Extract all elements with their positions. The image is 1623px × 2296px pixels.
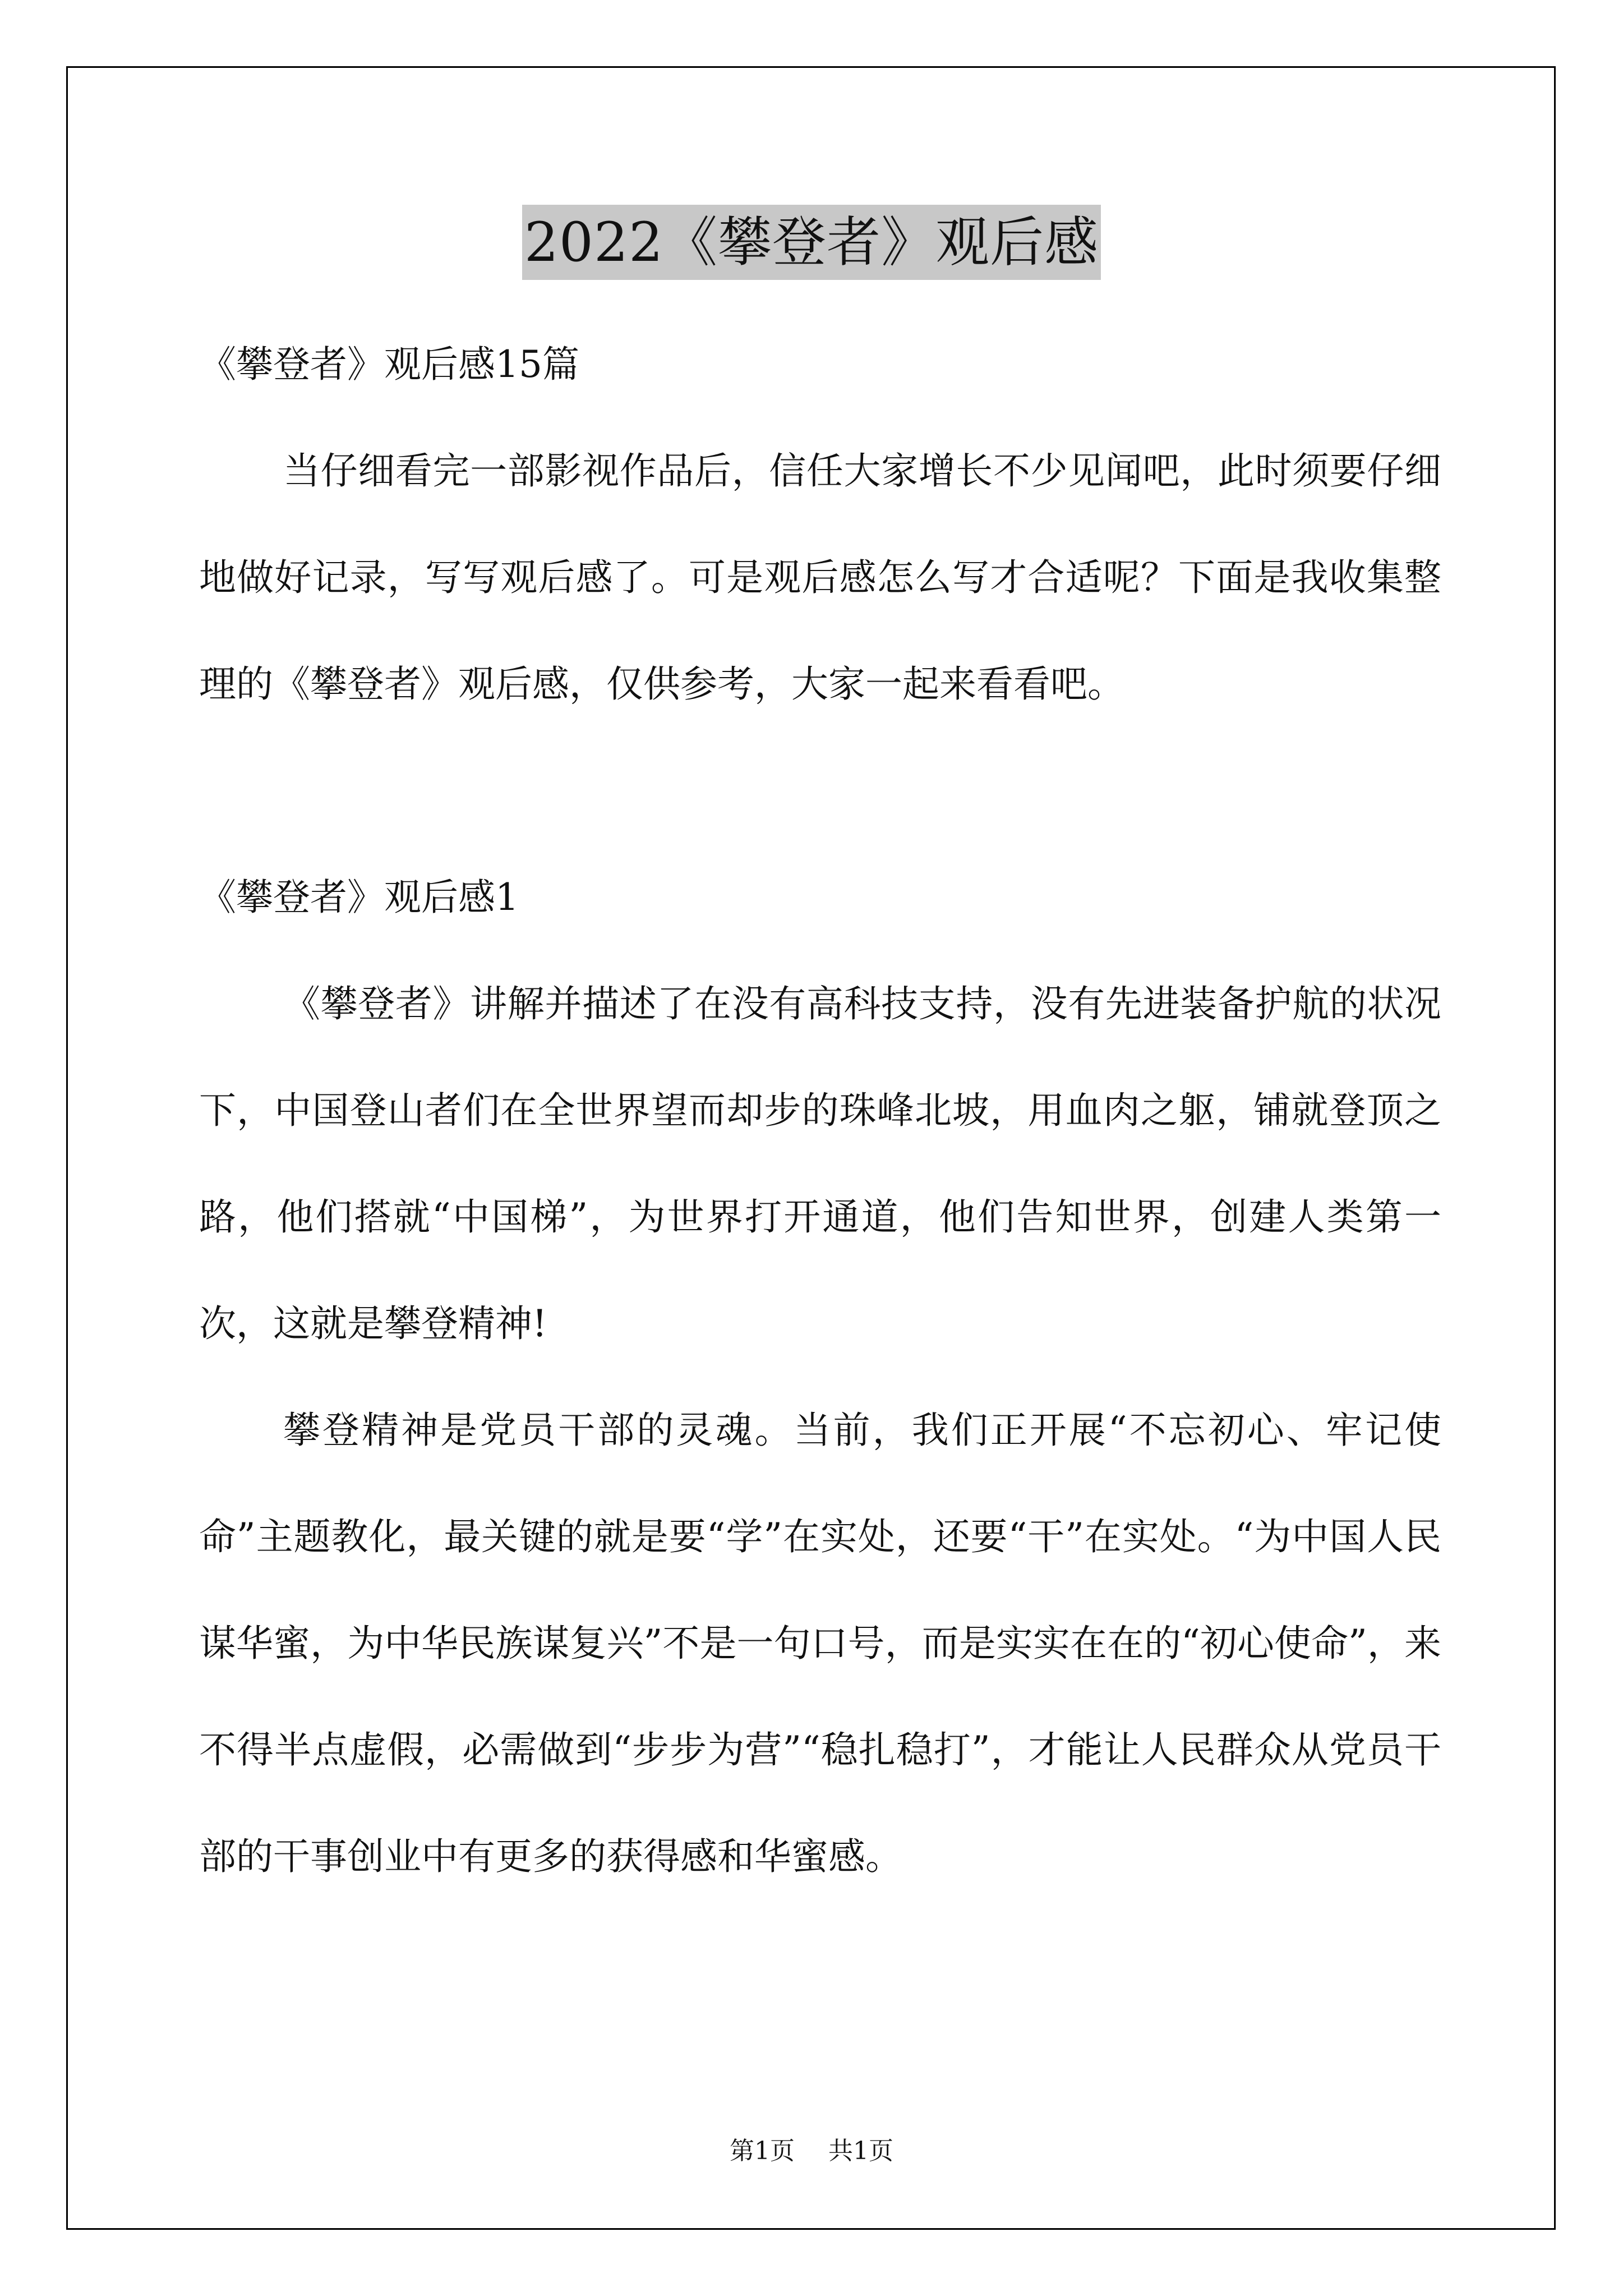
section-heading: 《攀登者》观后感1 xyxy=(199,876,519,919)
body-paragraph-2: 攀登精神是党员干部的灵魂。当前，我们正开展“不忘初心、牢记使命”主题教化，最关键的就是要“学”在实处，还要“干”在实处。“为中国人民谋华蜜，为中华民族谋复兴”不是一句口号，而是实实在在的“初心使命”，来不得半点虚假，必需做到“步步为营”“稳扎稳打”，才能让人民群众从党员干部的干事创业中有更多的获得感和华蜜感。 xyxy=(199,1409,1441,1878)
document-body xyxy=(199,311,1441,1910)
section-spacer xyxy=(199,738,1441,844)
page-number-total: 共1页 xyxy=(828,2137,893,2165)
page-number-current: 第1页 xyxy=(730,2137,795,2165)
document-subtitle: 《攀登者》观后感15篇 xyxy=(199,343,579,386)
title-container xyxy=(0,205,1623,280)
document-title: 2022《攀登者》观后感 xyxy=(522,205,1101,280)
page-footer xyxy=(0,2134,1623,2168)
body-paragraph-1: 《攀登者》讲解并描述了在没有高科技支持，没有先进装备护航的状况下，中国登山者们在全世界望而却步的珠峰北坡，用血肉之躯，铺就登顶之路，他们搭就“中国梯”，为世界打开通道，他们告知世界，创建人类第一次，这就是攀登精神! xyxy=(199,982,1441,1345)
intro-paragraph: 当仔细看完一部影视作品后，信任大家增长不少见闻吧，此时须要仔细地做好记录，写写观后感了。可是观后感怎么写才合适呢？下面是我收集整理的《攀登者》观后感，仅供参考，大家一起来看看吧。 xyxy=(199,449,1441,706)
